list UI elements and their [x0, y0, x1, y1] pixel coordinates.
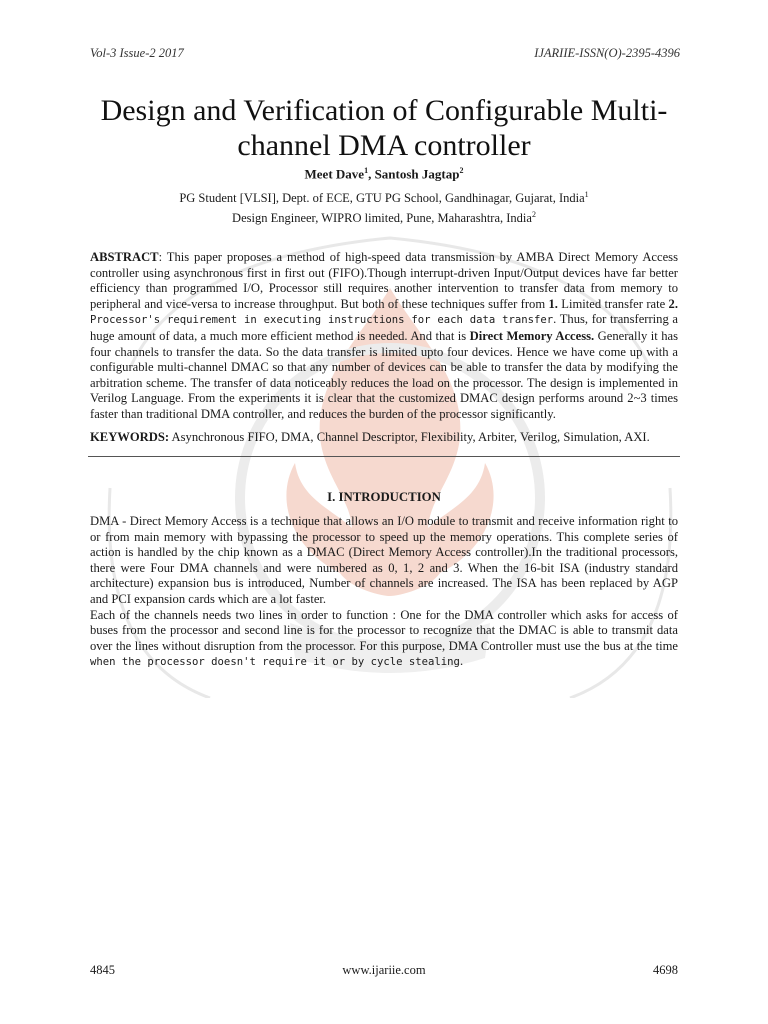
- abstract-text: : This paper proposes a method of high-speed data transmission by AMBA Direct Memory Access controller using asynchronous first in first out (FIFO).Though interrupt-driven Input/Output devices have far better efficiency than programmed I/O, Processor still requires another intervention to transfer data from memory to peripheral and vice-versa to increase throughput. But both of these techniques suffer from: [90, 250, 678, 311]
- paragraph: DMA - Direct Memory Access is a technique that allows an I/O module to transmit and receive information right to or from main memory with bypassing the processor to speed up the memory operations. This complete series of action is handled by the chip known as a DMAC (Direct Memory Access controller).In the traditional processors, there were Four DMA channels and were numbered as 0, 1, 2 and 3. When the 16-bit ISA (industry standard architecture) expansion bus is introduced, Number of channels are increased. The ISA has been replaced by AGP and PCI expansion cards which are a lot faster.: [90, 514, 678, 606]
- author-affil-mark: 1: [364, 166, 369, 175]
- section-divider: [88, 456, 680, 457]
- header-issn: IJARIIE-ISSN(O)-2395-4396: [534, 46, 680, 60]
- footer-website: www.ijariie.com: [342, 963, 426, 977]
- keywords-text: Asynchronous FIFO, DMA, Channel Descriptor, Flexibility, Arbiter, Verilog, Simulation, AXI.: [169, 430, 650, 444]
- affiliation: [0, 190, 768, 206]
- abstract-emphasis: Direct Memory Access.: [469, 328, 595, 343]
- footer-page-left: 4845: [90, 963, 115, 977]
- introduction-body: [90, 514, 678, 671]
- abstract-text: Limited transfer rate: [557, 296, 669, 311]
- affiliation-mark: 1: [584, 190, 589, 199]
- paper-title: [60, 93, 708, 163]
- title-line-2: channel DMA controller: [237, 129, 531, 162]
- paragraph-monospace-run: when the processor doesn't require it or by cycle stealing: [90, 656, 460, 669]
- header-volume-issue: Vol-3 Issue-2 2017: [90, 46, 184, 60]
- abstract: [90, 250, 678, 423]
- abstract-monospace-run: Processor's requirement in executing instructions for each data transfer: [90, 314, 554, 327]
- paragraph: [90, 608, 678, 671]
- author-affil-mark: 2: [459, 166, 464, 175]
- section-heading: I. INTRODUCTION: [327, 490, 441, 504]
- abstract-text: . Thus, for transferring a huge amount of data, a much more efficient method is needed. And that is: [90, 312, 678, 343]
- abstract-point-2: 2.: [668, 296, 678, 311]
- abstract-point-1: 1.: [548, 296, 558, 311]
- keywords-label: KEYWORDS:: [90, 430, 170, 444]
- title-line-1: Design and Verification of Configurable Multi-: [100, 94, 668, 127]
- author-list: [0, 166, 768, 182]
- affiliation: [0, 210, 768, 226]
- author-name: Santosh Jagtap: [374, 166, 460, 182]
- affiliation-text: Design Engineer, WIPRO limited, Pune, Maharashtra, India: [232, 211, 532, 226]
- abstract-text: Generally it has four channels to transfer the data. So the data transfer is limited upto four devices. Hence we have come up with a configurable multi-channel DMAC so that any number of devices can be able to transfer the data by modifying the arbitration scheme. The transfer of data noticeably reduces the load on the processor. The design is implemented in Verilog Language. From the experiments it is clear that the customized DMAC design performs around 2~3 times faster than traditional DMA controller, and reduces the burden of the processor significantly.: [90, 328, 678, 421]
- affiliation-mark: 2: [531, 210, 536, 219]
- abstract-label: ABSTRACT: [90, 250, 159, 264]
- affiliation-text: PG Student [VLSI], Dept. of ECE, GTU PG School, Gandhinagar, Gujarat, India: [179, 191, 585, 206]
- author-name: Meet Dave: [304, 166, 365, 182]
- footer-page-right: 4698: [653, 963, 678, 977]
- author-separator: ,: [368, 166, 375, 182]
- paragraph-text: Each of the channels needs two lines in order to function : One for the DMA controller which asks for access of buses from the processor and second line is for the processor to recognize that the DMAC is able to transmit data over the lines without disruption from the processor. For this purpose, DMA Controller must use the bus at the time: [90, 607, 678, 653]
- paragraph-text: .: [459, 654, 464, 669]
- keywords: [90, 430, 678, 446]
